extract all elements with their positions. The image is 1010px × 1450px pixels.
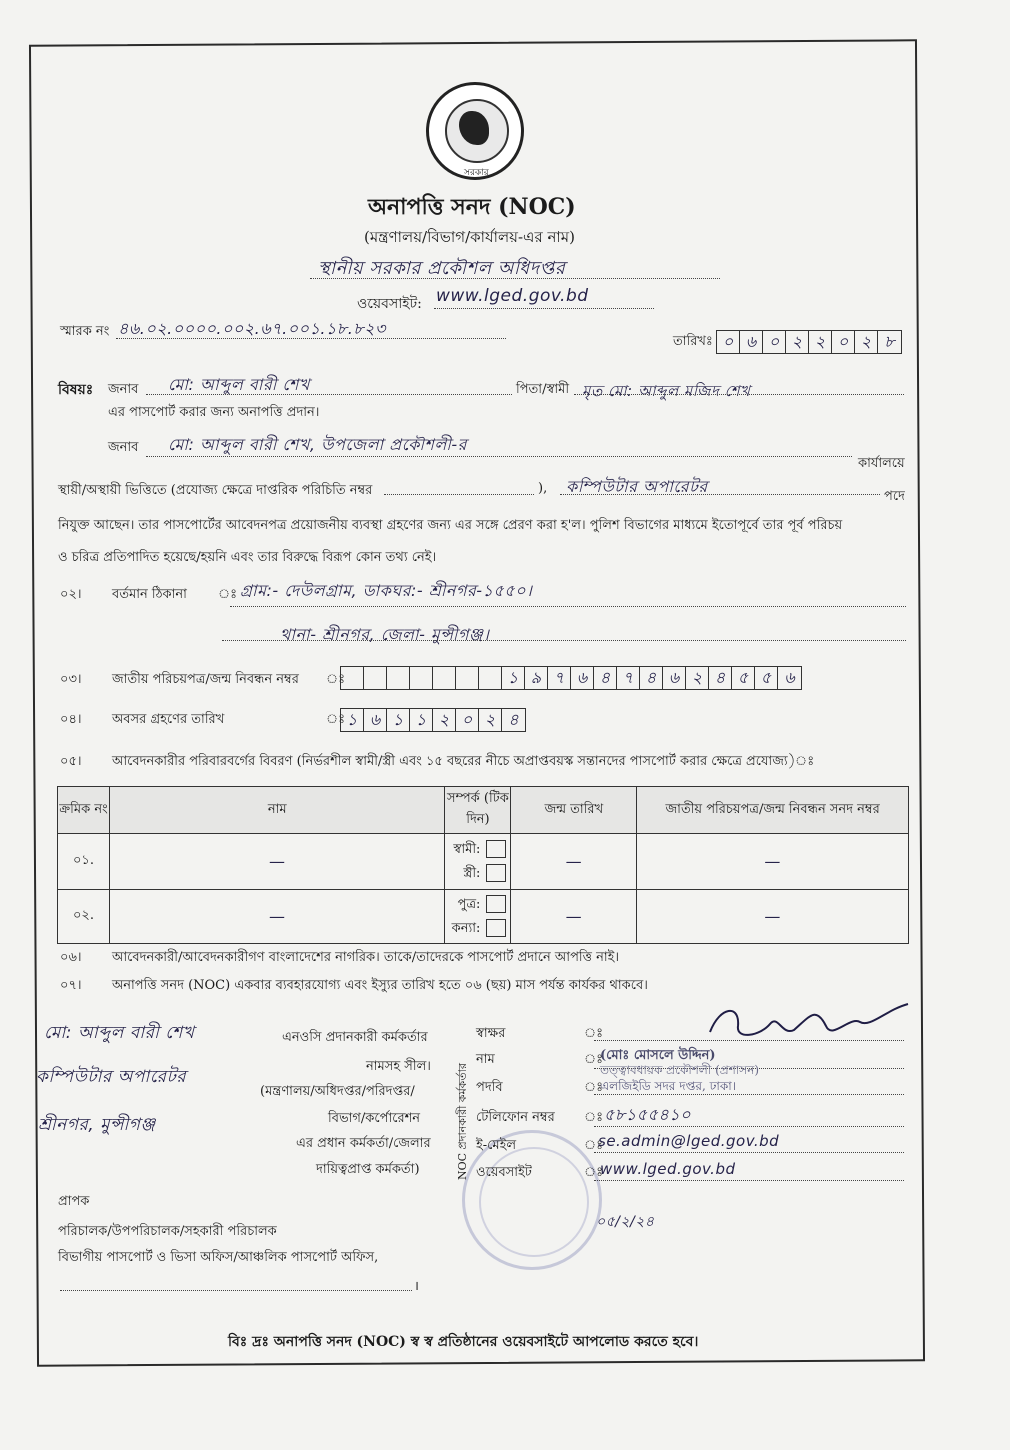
website-handwritten: www.lged.gov.bd (600, 1160, 736, 1178)
recipient-line1: পরিচালক/উপপরিচালক/সহকারী পরিচালক (58, 1224, 277, 1239)
table-row (58, 834, 909, 890)
subject-line2: এর পাসপোর্ট করার জন্য অনাপত্তি প্রদান। (108, 405, 320, 420)
header-name: নাম (109, 787, 445, 834)
nid-digit-box: ৬ (571, 667, 594, 689)
applicant-handwritten-name: মো: আব্দুল বারী শেখ (44, 1023, 195, 1043)
body-line2-prefix: স্থায়ী/অস্থায়ী ভিত্তিতে (প্রযোজ্য ক্ষেত্রে দাপ্তরিক পরিচিতি নম্বর (58, 483, 373, 498)
date-digit-box: ২ (855, 331, 878, 353)
nid-digit-box (364, 667, 387, 689)
retire-digit-box: ০ (456, 709, 479, 731)
retire-boxes (340, 708, 526, 732)
nid-label: জাতীয় পরিচয়পত্র/জন্ম নিবন্ধন নম্বর (112, 672, 299, 687)
applicant-handwritten-post: কম্পিউটার অপারেটর (36, 1067, 187, 1087)
seal-text: সরকার (464, 168, 489, 178)
signer-caption-2: নামসহ সীল। (366, 1059, 431, 1074)
relation-son-label: পুত্র: (457, 896, 481, 912)
nid-digit-box: ৪ (709, 667, 732, 689)
date-digit-box: ৮ (884, 332, 895, 351)
stamp-title: তত্ত্বাবধায়ক প্রকৌশলী (প্রশাসন) (600, 1063, 760, 1077)
father-label: পিতা/স্বামী (516, 382, 570, 397)
website-label: ওয়েবসাইট: (357, 296, 422, 312)
row-name: — (109, 834, 445, 890)
email-value: se.admin@lged.gov.bd (598, 1132, 780, 1150)
nid-digit-box (341, 667, 364, 689)
date-boxes (716, 330, 902, 354)
nid-digit-box (433, 667, 456, 689)
body-line3: নিযুক্ত আছেন। তার পাসপোর্টের আবেদনপত্র প্রয়োজনীয় ব্যবস্থা গ্রহণের জন্য এর সঙ্গে প্রেরণ করা হ'ল। পুলিশ বিভাগের মাধ্যমে ইতোপূর্বে তার পূর্ব পরিচয় (58, 518, 843, 533)
row-serial: ০২. (58, 890, 110, 944)
initial-date: ০৫/২/২৪ (596, 1214, 655, 1230)
nid-digit-box (410, 667, 433, 689)
field-email: ই-মেইল (476, 1138, 517, 1153)
ref-number: ৪৬.০২.০০০০.০০২.৬৭.০০১.১৮.৮২৩ (118, 319, 386, 338)
body-mr: জনাব (108, 440, 139, 455)
field-signature: স্বাক্ষর (476, 1026, 506, 1041)
nid-digit-box: ৭ (548, 667, 571, 689)
nid-boxes (340, 666, 802, 690)
nid-digit-box: ২ (686, 667, 709, 689)
phone-value: ৫৮১৫৫৪১০ (604, 1105, 692, 1124)
row-name: — (109, 890, 445, 944)
header-dob: জন্ম তারিখ (511, 787, 637, 834)
noc-document: সরকার অনাপত্তি সনদ (NOC) (মন্ত্রণালয়/বিভাগ/কার্যালয়-এর নাম) স্থানীয় সরকার প্রকৌশল অধিদপ্তর ওয়েবসাইট: www.lged.gov.bd স্মারক নং ৪৬.০২.০০০০.০০২.৬৭.০০১.১৮.৮২৩ তারিখঃ ০ ৬ ০ ২ ২ ০ ২ ৮ বিষয়ঃ জনাব মো: আব্দুল বারী শেখ পিতা/স্বামী মৃত মো: আব্দুল মজিদ শেখ এর পাসপোর্ট করার জন্য অনাপত্তি প্রদান। জনাব মো: আব্দুল বারী শেখ, উপজেলা প্রকৌশলী-র কার্যালয়ে স্থায়ী/অস্থায়ী ভিত্তিতে (প্রযোজ্য ক্ষেত্রে দাপ্তরিক পরিচিতি নম্বর ), কম্পিউটার অপারেটর পদে নিযুক্ত আছেন। তার পাসপোর্টের আবেদনপত্র প্রয়োজনীয় ব্যবস্থা গ্রহণের জন্য এর সঙ্গে প্রেরণ করা হ'ল। পুলিশ বিভাগের মাধ্যমে ইতোপূর্বে তার পূর্ব পরিচয় ও চরিত্র প্রতিপাদিত হয়েছে/হয়নি এবং তার বিরুদ্ধে বিরূপ কোন তথ্য নেই। ০২। বর্তমান ঠিকানা ঃ গ্রাম:- দেউলগ্রাম, ডাকঘর:- শ্রীনগর-১৫৫০। থানা- শ্রীনগর, জেলা- মুন্সীগঞ্জ। ০৩। জাতীয় পরিচয়পত্র/জন্ম নিবন্ধন নম্বর ঃ ১ ৯ ৭ ৬ ৪ ৭ ৪ ৬ ২ ৪ ৫ ৫ ৬ ০৪। অবসর গ্রহণের তারিখ ঃ ১ ৬ ১ ১ ২ ০ ২ ৪ ০৫। আবেদনকারীর পরিবারবর্গের বিবরণ (নির্ভরশীল স্বামী/স্ত্রী এবং ১৫ বছরের নীচে অপ্রাপ্তবয়স্ক সন্তানদের পাসপোর্ট করার ক্ষেত্রে প্রযোজ্য)ঃ ক্রমিক নং নাম সম্পর্ক (টিক দিন) জন্ম তারিখ জাতীয় পরিচয়পত্র/জন্ম নিবন্ধন সনদ নম্বর ০১. — স্বামী: স্ত্রী: — — ০২. — পুত্র: কন্যা: — — ০৬। আবেদনকারী/আবেদনকারীগণ বাংলাদেশের নাগরিক। তাকে/তাদেরকে পাসপোর্ট প্রদানে আপত্তি নাই। ০৭। অনাপত্তি সনদ (NOC) একবার ব্যবহারযোগ্য এবং ইস্যুর তারিখ হতে ০৬ (ছয়) মাস পর্যন্ত কার্যকর থাকবে। মো: আব্দুল বারী শেখ কম্পিউটার অপারেটর শ্রীনগর, মুন্সীগঞ্জ এনওসি প্রদানকারী কর্মকর্তার নামসহ সীল। (মন্ত্রণালয়/অধিদপ্তর/পরিদপ্তর/ বিভাগ/কর্পোরেশন এর প্রধান কর্মকর্তা/জেলার দায়িত্বপ্রাপ্ত কর্মকর্তা) NOC প্রদানকারী কর্মকর্তার স্বাক্ষর নাম পদবি টেলিফোন নম্বর ই-মেইল ওয়েবসাইট ঃ ঃ ঃ ঃ ঃ ঃ (মোঃ মোসলে উদ্দিন) তত্ত্বাবধায়ক প্রকৌশলী (প্রশাসন) এলজিইডি সদর দপ্তর, ঢাকা। ৫৮১৫৫৪১০ se.admin@lged.gov.bd www.lged.gov.bd ০৫/২/২৪ প্রাপক পরিচালক/উপপরিচালক/সহকারী পরিচালক বিভাগীয় পাসপোর্ট ও ভিসা অফিস/আঞ্চলিক পাসপোর্ট অফিস, । বিঃ দ্রঃ অনাপত্তি সনদ (NOC) স্ব স্ব প্রতিষ্ঠানের ওয়েবসাইটে আপলোড করতে হবে। (0, 0, 1010, 1450)
body-line2-mid: ), (538, 481, 548, 496)
row-nid: — (637, 834, 909, 890)
row-nid: — (637, 890, 909, 944)
stamp-name: (মোঃ মোসলে উদ্দিন) (600, 1048, 716, 1063)
header-nid: জাতীয় পরিচয়পত্র/জন্ম নিবন্ধন সনদ নম্বর (637, 787, 909, 834)
retire-digit-box: ১ (387, 709, 410, 731)
family-table (57, 786, 909, 944)
footer-note: বিঃ দ্রঃ অনাপত্তি সনদ (NOC) স্ব স্ব প্রতিষ্ঠানের ওয়েবসাইটে আপলোড করতে হবে। (228, 1334, 699, 1350)
row-dob: — (511, 890, 637, 944)
field-website: ওয়েবসাইট (476, 1165, 532, 1180)
header-serial: ক্রমিক নং (58, 787, 110, 834)
retire-colon: ঃ (326, 712, 346, 727)
date-digit-box: ০ (832, 331, 855, 353)
recipient-label: প্রাপক (58, 1194, 90, 1209)
field-designation: পদবি (476, 1080, 503, 1095)
signer-caption-5: এর প্রধান কর্মকর্তা/জেলার (296, 1136, 431, 1151)
office-suffix: কার্যালয়ে (858, 456, 905, 471)
note-07-num: ০৭। (60, 978, 82, 993)
nid-digit-box: ৫ (732, 667, 755, 689)
office-name: স্থানীয় সরকার প্রকৌশল অধিদপ্তর (318, 258, 566, 279)
subject-name: মো: আব্দুল বারী শেখ (168, 375, 310, 394)
nid-digit-box (456, 667, 479, 689)
relation-cell (445, 890, 511, 944)
item-04-num: ০৪। (60, 712, 82, 727)
retire-digit-box: ৪ (508, 710, 519, 729)
daughter-checkbox[interactable] (486, 919, 506, 937)
husband-checkbox[interactable] (486, 840, 506, 858)
retire-label: অবসর গ্রহণের তারিখ (112, 712, 225, 727)
note-06-num: ০৬। (60, 950, 82, 965)
field-name: নাম (476, 1052, 495, 1067)
signer-caption-4: বিভাগ/কর্পোরেশন (328, 1111, 421, 1126)
nid-colon: ঃ (326, 672, 346, 687)
address-label: বর্তমান ঠিকানা (112, 587, 187, 602)
stamp-office: এলজিইডি সদর দপ্তর, ঢাকা। (600, 1079, 737, 1093)
document-subtitle: (মন্ত্রণালয়/বিভাগ/কার্যালয়-এর নাম) (364, 228, 575, 246)
date-label: তারিখঃ (673, 334, 713, 349)
relation-husband-label: স্বামী: (453, 841, 481, 857)
ref-label: স্মারক নং (60, 324, 110, 339)
signer-caption-3: (মন্ত্রণালয়/অধিদপ্তর/পরিদপ্তর/ (260, 1084, 415, 1099)
header-relation: সম্পর্ক (টিক দিন) (445, 787, 511, 834)
body-name-office: মো: আব্দুল বারী শেখ, উপজেলা প্রকৌশলী-র (168, 435, 467, 454)
note-07: অনাপত্তি সনদ (NOC) একবার ব্যবহারযোগ্য এবং ইস্যুর তারিখ হতে ০৬ (ছয়) মাস পর্যন্ত কার্যকর থাকবে। (112, 978, 648, 993)
item-05-num: ০৫। (60, 754, 82, 769)
family-label: আবেদনকারীর পরিবারবর্গের বিবরণ (নির্ভরশীল স্বামী/স্ত্রী এবং ১৫ বছরের নীচে অপ্রাপ্তবয়স্ক সন্তানদের পাসপোর্ট করার ক্ষেত্রে প্রযোজ্য)ঃ (112, 754, 815, 769)
wife-checkbox[interactable] (486, 864, 506, 882)
family-table-header (58, 787, 909, 834)
row-dob: — (511, 834, 637, 890)
note-06: আবেদনকারী/আবেদনকারীগণ বাংলাদেশের নাগরিক। তাকে/তাদেরকে পাসপোর্ট প্রদানে আপত্তি নাই। (112, 950, 620, 965)
designation: কম্পিউটার অপারেটর (566, 477, 708, 496)
date-digit-box: ২ (786, 331, 809, 353)
nid-digit-box: ৯ (525, 667, 548, 689)
field-phone: টেলিফোন নম্বর (476, 1110, 555, 1125)
subject-mr: জনাব (108, 382, 139, 397)
date-digit-box: ২ (809, 331, 832, 353)
table-row (58, 890, 909, 944)
government-seal (426, 82, 524, 180)
nid-digit-box: ১ (502, 667, 525, 689)
applicant-handwritten-place: শ্রীনগর, মুন্সীগঞ্জ (38, 1115, 156, 1135)
signer-caption-6: দায়িত্বপ্রাপ্ত কর্মকর্তা) (316, 1162, 420, 1177)
retire-digit-box: ৬ (364, 709, 387, 731)
address-line2: থানা- শ্রীনগর, জেলা- মুন্সীগঞ্জ। (280, 625, 490, 644)
nid-digit-box: ৬ (784, 668, 795, 687)
nid-digit-box: ৪ (640, 667, 663, 689)
date-digit-box: ০ (717, 331, 740, 353)
vertical-caption: NOC প্রদানকারী কর্মকর্তার (456, 1063, 469, 1180)
son-checkbox[interactable] (486, 895, 506, 913)
date-digit-box: ৬ (740, 331, 763, 353)
item-03-num: ০৩। (60, 672, 82, 687)
nid-digit-box: ৭ (617, 667, 640, 689)
subject-label: বিষয়ঃ (58, 382, 94, 398)
document-title: অনাপত্তি সনদ (NOC) (368, 194, 576, 220)
post-suffix: পদে (884, 489, 905, 504)
relation-cell (445, 834, 511, 890)
relation-wife-label: স্ত্রী: (463, 865, 481, 881)
website-value: www.lged.gov.bd (436, 286, 589, 306)
nid-digit-box: ৪ (594, 667, 617, 689)
retire-digit-box: ২ (479, 709, 502, 731)
recipient-line2: বিভাগীয় পাসপোর্ট ও ভিসা অফিস/আঞ্চলিক পাসপোর্ট অফিস, (58, 1250, 379, 1265)
nid-digit-box (387, 667, 410, 689)
relation-daughter-label: কন্যা: (451, 920, 481, 936)
body-line4: ও চরিত্র প্রতিপাদিত হয়েছে/হয়নি এবং তার বিরুদ্ধে বিরূপ কোন তথ্য নেই। (58, 550, 437, 565)
nid-digit-box (479, 667, 502, 689)
retire-digit-box: ২ (433, 709, 456, 731)
signature-scribble (700, 996, 920, 1056)
father-name: মৃত মো: আব্দুল মজিদ শেখ (582, 382, 751, 400)
date-digit-box: ০ (763, 331, 786, 353)
nid-digit-box: ৫ (755, 667, 778, 689)
address-colon: ঃ (218, 587, 238, 602)
item-02-num: ০২। (60, 587, 82, 602)
address-line1: গ্রাম:- দেউলগ্রাম, ডাকঘর:- শ্রীনগর-১৫৫০। (240, 581, 533, 600)
nid-digit-box: ৬ (663, 667, 686, 689)
recipient-end: । (414, 1279, 419, 1294)
retire-digit-box: ১ (410, 709, 433, 731)
retire-digit-box: ১ (341, 709, 364, 731)
signer-caption-1: এনওসি প্রদানকারী কর্মকর্তার (282, 1030, 428, 1045)
row-serial: ০১. (58, 834, 110, 890)
